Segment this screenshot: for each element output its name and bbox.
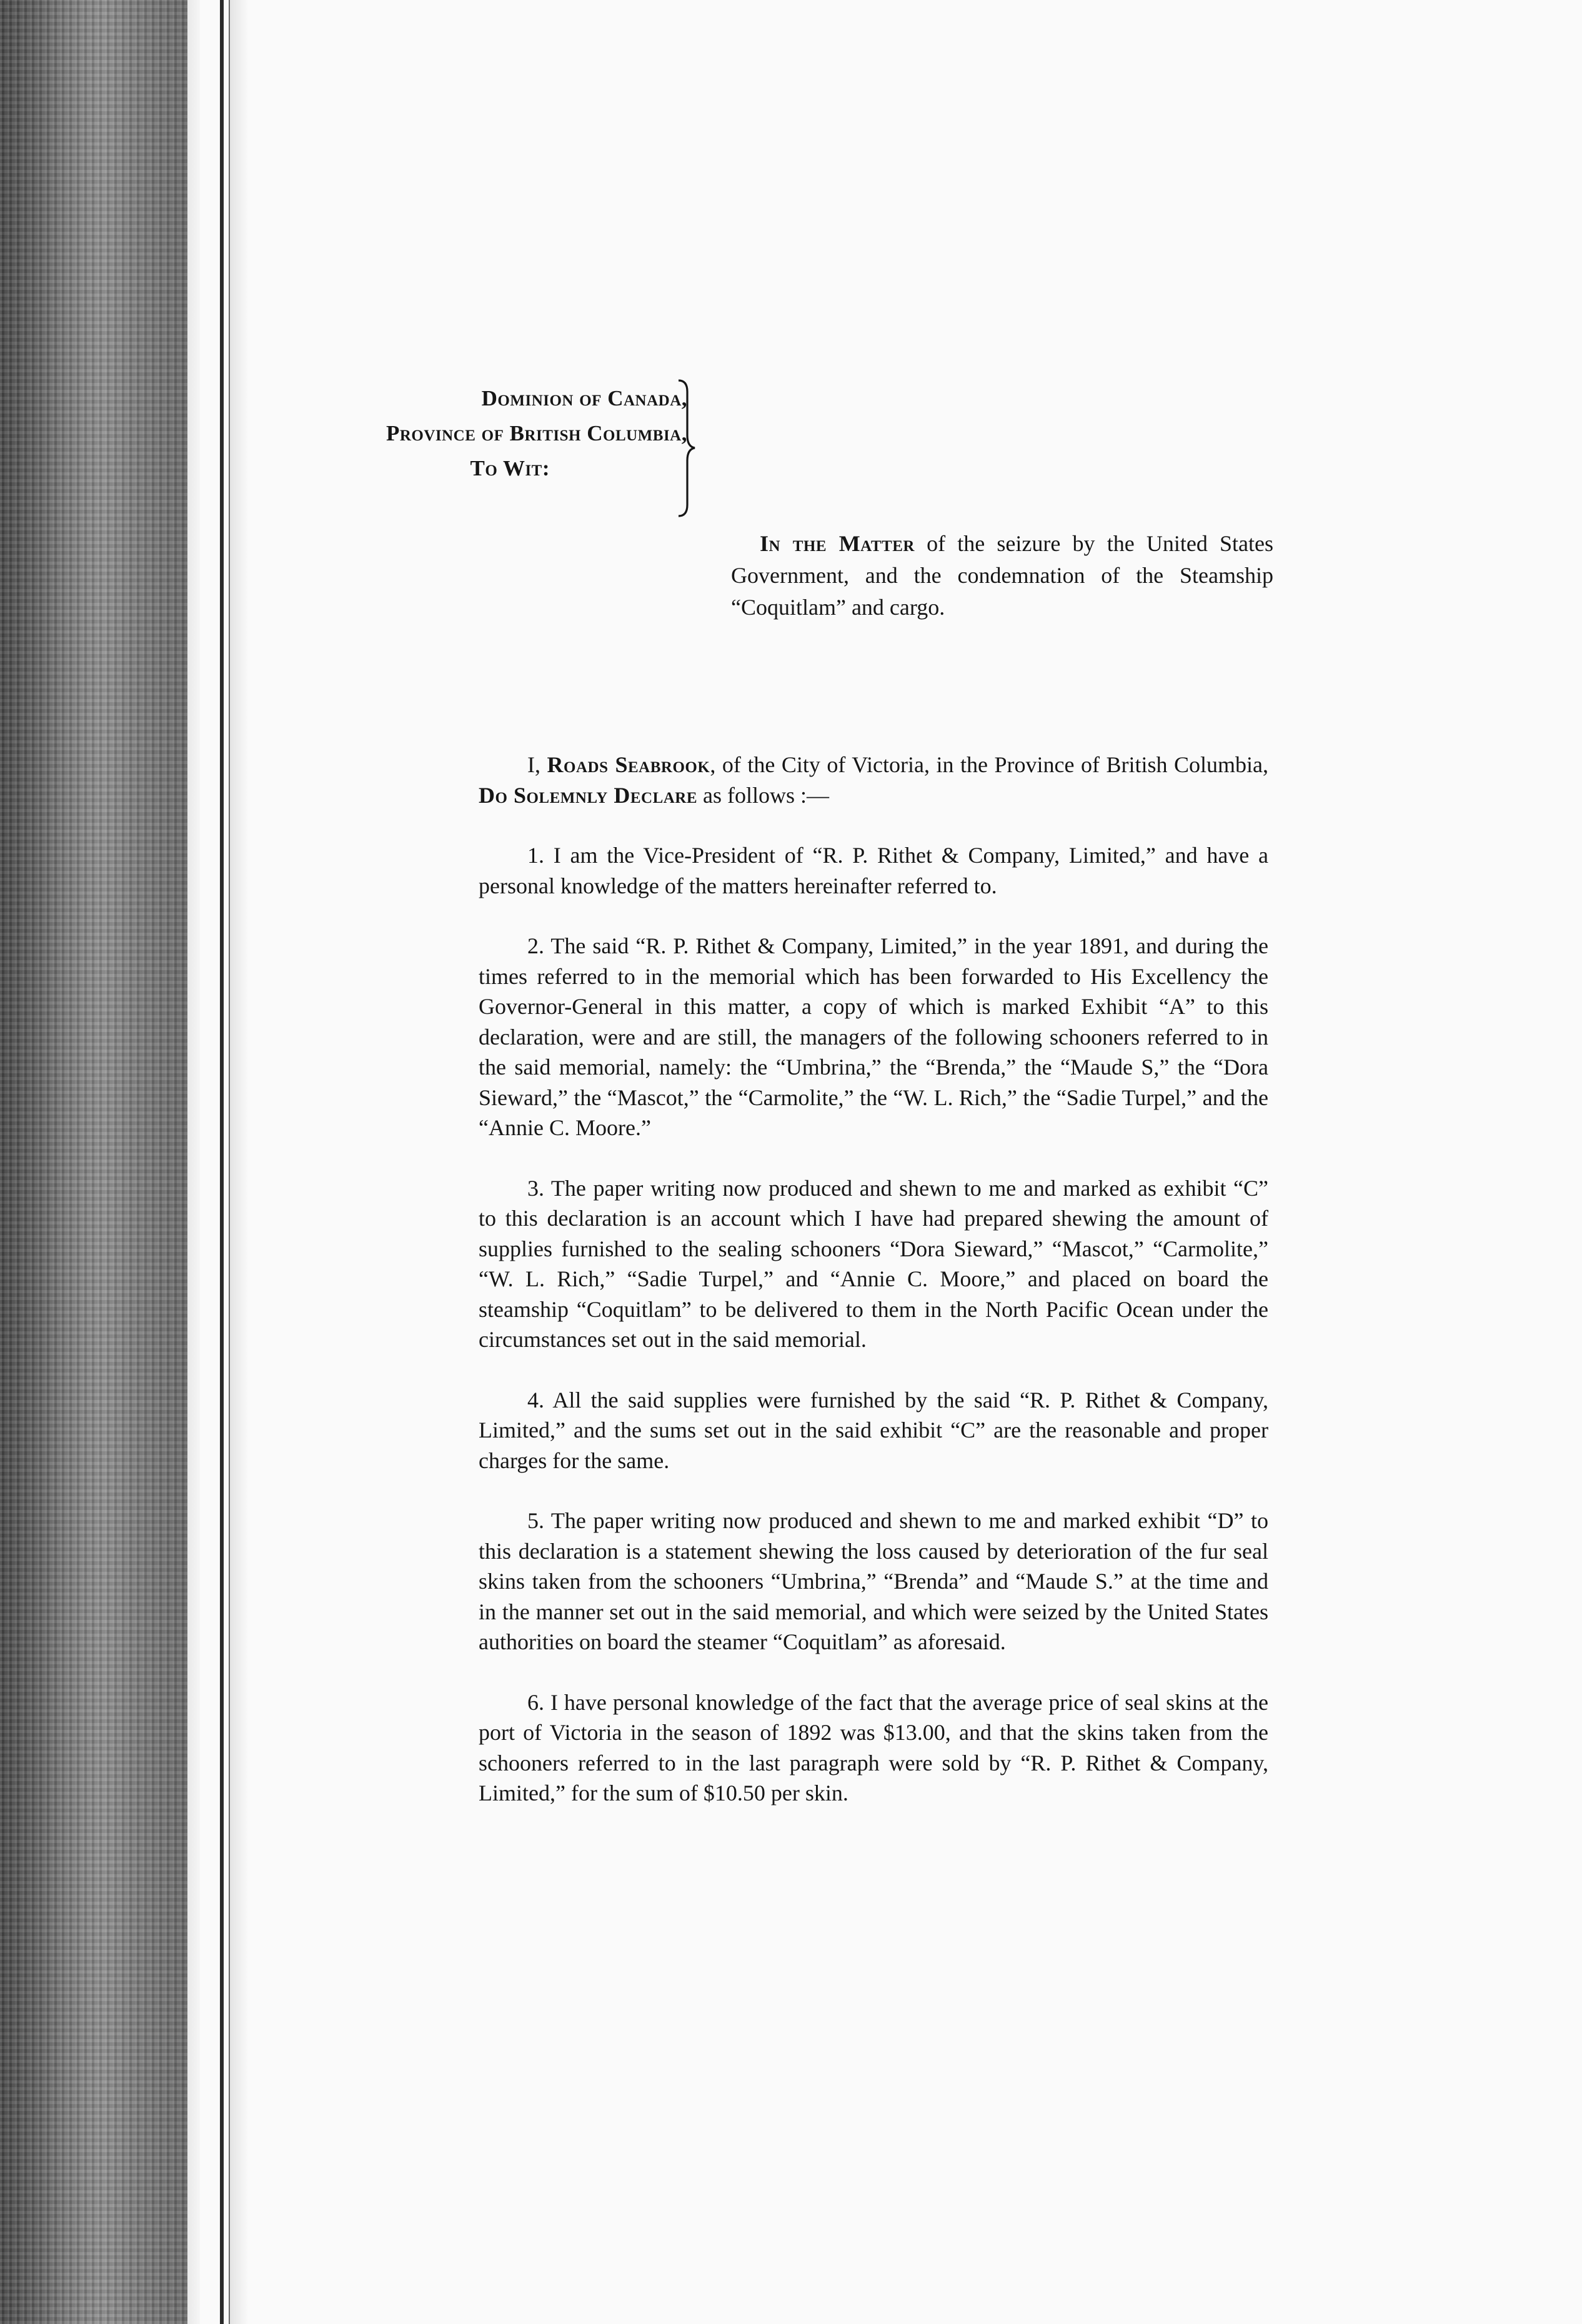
paragraph-4: 4. All the said supplies were furnished by the said “R. P. Rithet & Company, Limited,” and the sums set out in the said exhibit “C” are the reasonable and proper charges for the same. (479, 1387, 1268, 1473)
paragraph-3: 3. The paper writing now produced and shewn to me and marked as exhibit “C” to this declaration is an account which I have had prepared shewing the amount of supplies furnished to the sealing schooners “Dora Sieward,” “Mascot,” “Carmolite,” “W. L. Rich,” “Sadie Turpel,” and “Annie C. Moore,” and placed on board the steamship “Coquitlam” to be delivered to them in the North Pacific Ocean under the circumstances set out in the said memorial. (479, 1175, 1268, 1352)
venue-heading (275, 381, 687, 486)
margin-rule (220, 0, 224, 2324)
binding-edge (187, 0, 200, 2324)
matter-lead: In the Matter (760, 531, 915, 556)
venue-brace (675, 378, 700, 519)
binding-strip (0, 0, 187, 2324)
paragraph-1: 1. I am the Vice-President of “R. P. Rithet & Company, Limited,” and have a personal knowledge of the matters hereinafter referred to. (479, 843, 1268, 898)
venue-line-to-wit: To Wit: (470, 456, 550, 480)
matter-text: of the seizure by the United States Government, and the condemnation of the Steamship “Coquitlam” and cargo. (731, 531, 1273, 620)
intro-post: as follows :— (697, 782, 830, 808)
venue-line-dominion: Dominion of Canada, (481, 386, 687, 410)
declaration-intro (479, 750, 1268, 810)
intro-mid: , of the City of Victoria, in the Province of British Columbia, (710, 752, 1269, 777)
page-gutter-shadow (230, 0, 249, 2324)
paragraph-6: 6. I have personal knowledge of the fact that the average price of seal skins at the port of Victoria in the season of 1892 was $13.00, and that the skins taken from the schooners referred to in the last paragraph were sold by “R. P. Rithet & Company, Limited,” for the sum of $10.50 per skin. (479, 1689, 1268, 1805)
matter-caption (731, 528, 1273, 623)
intro-pre: I, (527, 752, 547, 777)
paragraph-2: 2. The said “R. P. Rithet & Company, Limited,” in the year 1891, and during the times referred to in the memorial which has been forwarded to His Excellency the Governor-General in this matter, a copy of which is marked Exhibit “A” to this declaration, were and are still, the managers of the following schooners referred to in the said memorial, namely: the “Umbrina,” the “Brenda,” the “Maude S,” the “Dora Sieward,” the “Mascot,” the “Carmolite,” the “W. L. Rich,” the “Sadie Turpel,” and the “Annie C. Moore.” (479, 933, 1268, 1140)
declare-phrase: Do Solemnly Declare (479, 782, 698, 808)
declarant-name: Roads Seabrook (547, 752, 710, 777)
declaration-body (479, 750, 1268, 1839)
paragraph-5: 5. The paper writing now produced and shewn to me and marked exhibit “D” to this declaration is a statement shewing the loss caused by deterioration of the fur seal skins taken from the schooners “Umbrina,” “Brenda” and “Maude S.” at the time and in the manner set out in the said memorial, and which were seized by the United States authorities on board the steamer “Coquitlam” as aforesaid. (479, 1508, 1268, 1654)
venue-line-province: Province of British Columbia, (386, 421, 687, 445)
